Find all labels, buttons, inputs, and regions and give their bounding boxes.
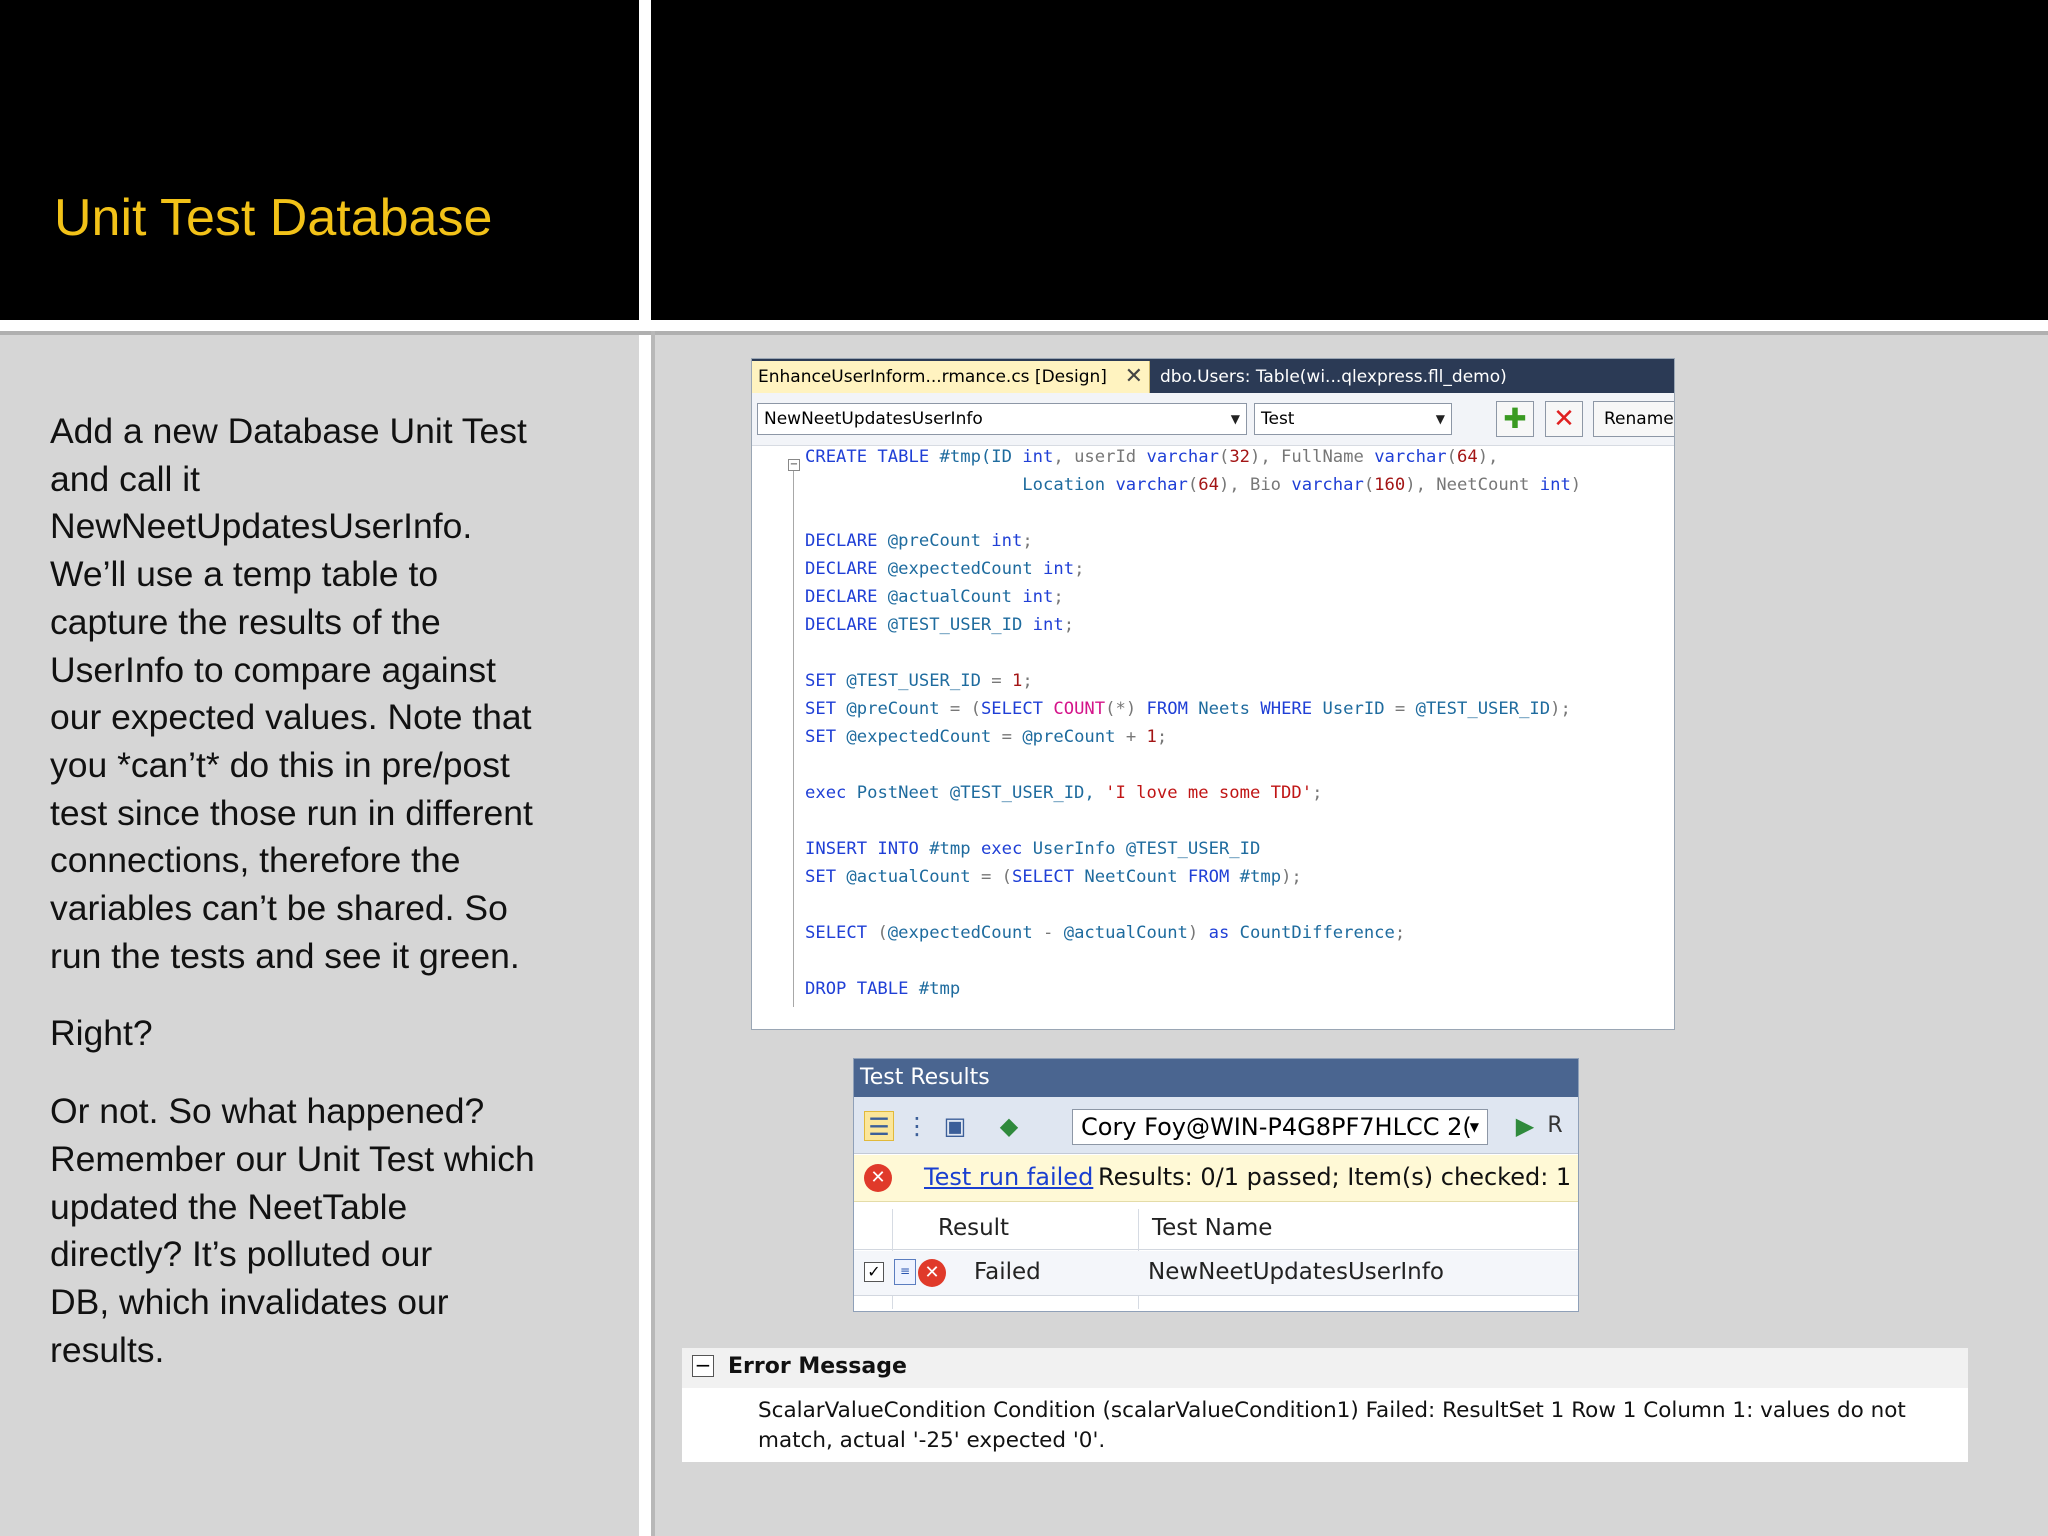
body-line: directly? It’s polluted our: [50, 1234, 433, 1275]
vertical-divider: [639, 0, 651, 1536]
run-label[interactable]: R: [1547, 1113, 1563, 1138]
slide-body: [50, 408, 610, 1374]
column-result[interactable]: Result: [938, 1215, 1010, 1241]
remove-button[interactable]: [1545, 401, 1583, 437]
test-results-window: [853, 1058, 1579, 1312]
body-line: updated the NeetTable: [50, 1186, 408, 1227]
sql-editor-window: [751, 358, 1675, 1030]
body-line: our expected values. Note that: [50, 697, 532, 738]
code-line: CREATE TABLE #tmp(ID int, userId varchar(32), FullName varchar(64),: [805, 447, 1499, 467]
code-line: SET @actualCount = (SELECT NeetCount FROM #tmp);: [805, 867, 1302, 887]
tree-view-icon[interactable]: ⋮: [905, 1112, 929, 1140]
body-line: We’ll use a temp table to: [50, 554, 439, 595]
delete-icon: ✕: [1553, 404, 1575, 434]
body-line: results.: [50, 1329, 165, 1370]
list-view-icon[interactable]: ☰: [864, 1111, 894, 1141]
body-line: and call it: [50, 458, 200, 499]
table-row[interactable]: [854, 1251, 1578, 1296]
row-checkbox[interactable]: ✓: [864, 1262, 884, 1282]
code-line: DROP TABLE #tmp: [805, 979, 961, 999]
vertical-divider-shadow: [651, 331, 655, 1536]
collapse-icon[interactable]: −: [692, 1355, 714, 1377]
body-line: UserInfo to compare against: [50, 649, 496, 690]
test-select-value: NewNeetUpdatesUserInfo: [764, 409, 983, 429]
test-document-icon: ≡: [894, 1259, 916, 1285]
body-line: Add a new Database Unit Test: [50, 411, 527, 451]
window-icon[interactable]: ▣: [943, 1112, 967, 1140]
results-grid-header: [854, 1209, 1578, 1250]
row-test-name: NewNeetUpdatesUserInfo: [1148, 1259, 1444, 1285]
code-line: INSERT INTO #tmp exec UserInfo @TEST_USER_ID: [805, 839, 1261, 859]
body-line: connections, therefore the: [50, 840, 461, 881]
code-line: SELECT (@expectedCount - @actualCount) as CountDifference;: [805, 923, 1406, 943]
body-line: you *can’t* do this in pre/post: [50, 744, 510, 785]
run-icon[interactable]: ▶: [1515, 1112, 1535, 1140]
rename-button[interactable]: Rename: [1593, 401, 1675, 437]
type-select-value: Test: [1261, 409, 1295, 429]
row-result: Failed: [974, 1259, 1041, 1285]
tab-users-table[interactable]: dbo.Users: Table(wi...qlexpress.fll_demo): [1160, 367, 1507, 387]
error-icon: ✕: [864, 1164, 892, 1192]
chevron-down-icon: ▼: [1469, 1120, 1479, 1134]
test-results-toolbar: [854, 1097, 1578, 1154]
body-line: variables can’t be shared. So: [50, 888, 508, 929]
code-line: SET @expectedCount = @preCount + 1;: [805, 727, 1168, 747]
chevron-down-icon: ▼: [1435, 412, 1445, 426]
type-select[interactable]: [1254, 403, 1452, 435]
outline-gutter: [793, 459, 794, 1007]
error-message-header: [682, 1348, 1968, 1388]
import-results-icon[interactable]: ◆: [999, 1112, 1019, 1140]
test-run-value: Cory Foy@WIN-P4G8PF7HLCC 2(: [1081, 1113, 1472, 1141]
code-line: DECLARE @preCount int;: [805, 531, 1033, 551]
test-select[interactable]: [757, 403, 1247, 435]
column-test-name[interactable]: Test Name: [1152, 1215, 1273, 1241]
body-line: run the tests and see it green.: [50, 935, 520, 976]
code-line: Location varchar(64), Bio varchar(160), NeetCount int): [805, 475, 1582, 495]
title-bar-left: [0, 0, 639, 320]
code-line: DECLARE @expectedCount int;: [805, 559, 1085, 579]
body-right: Right?: [50, 1013, 153, 1054]
error-message-panel: [682, 1348, 1968, 1462]
error-message-title: Error Message: [728, 1354, 907, 1379]
add-button[interactable]: [1496, 401, 1534, 437]
body-line: capture the results of the: [50, 601, 441, 642]
divider-shadow: [0, 331, 2048, 335]
test-run-summary: Results: 0/1 passed; Item(s) checked: 1: [1098, 1163, 1572, 1191]
error-message-text: ScalarValueCondition Condition (scalarValueCondition1) Failed: ResultSet 1 Row 1 Column 1: values do not match, actual '-25' expected '0'.: [758, 1398, 1906, 1453]
horizontal-divider: [0, 320, 2048, 331]
collapse-icon[interactable]: −: [789, 459, 799, 470]
code-line: SET @preCount = (SELECT COUNT(*) FROM Neets WHERE UserID = @TEST_USER_ID);: [805, 699, 1571, 719]
test-results-title: Test Results: [854, 1059, 1578, 1097]
code-line: DECLARE @actualCount int;: [805, 587, 1064, 607]
plus-icon: ✚: [1503, 402, 1527, 435]
chevron-down-icon: ▼: [1230, 412, 1240, 426]
test-run-status: [854, 1155, 1578, 1202]
slide-title: Unit Test Database: [54, 189, 493, 247]
title-bar-right: [651, 0, 2048, 320]
close-icon[interactable]: ✕: [1124, 364, 1143, 389]
test-run-failed-link[interactable]: Test run failed: [924, 1163, 1094, 1191]
body-line: Or not. So what happened?: [50, 1091, 485, 1132]
editor-toolbar: [752, 393, 1674, 446]
test-run-select[interactable]: [1072, 1109, 1488, 1145]
tab-label: EnhanceUserInform...rmance.cs [Design]: [758, 367, 1107, 387]
code-line: exec PostNeet @TEST_USER_ID, 'I love me some TDD';: [805, 783, 1323, 803]
body-line: Remember our Unit Test which: [50, 1138, 535, 1179]
body-line: test since those run in different: [50, 792, 533, 833]
failed-icon: ✕: [918, 1259, 946, 1287]
code-line: SET @TEST_USER_ID = 1;: [805, 671, 1033, 691]
body-line: DB, which invalidates our: [50, 1281, 449, 1322]
body-line: NewNeetUpdatesUserInfo.: [50, 506, 473, 547]
editor-tab-bar: [752, 359, 1674, 393]
tab-design[interactable]: [752, 361, 1150, 393]
code-line: DECLARE @TEST_USER_ID int;: [805, 615, 1075, 635]
code-area[interactable]: [752, 447, 1674, 1027]
